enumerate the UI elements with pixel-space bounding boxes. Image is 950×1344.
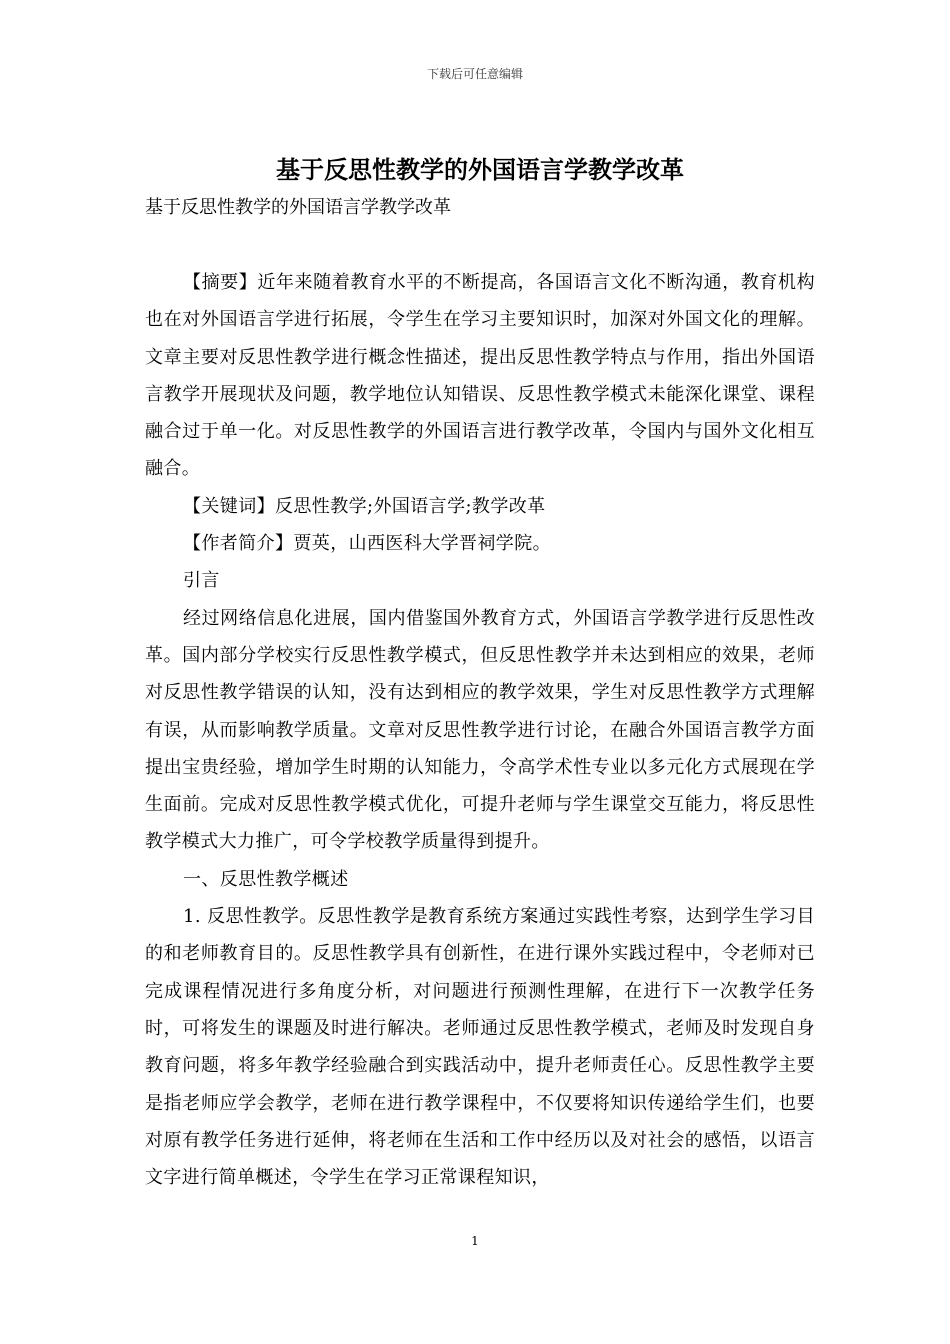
page-header: 下载后可任意编辑 <box>426 67 523 81</box>
keywords-paragraph: 【关键词】反思性教学;外国语言学;教学改革 <box>183 495 546 517</box>
document-subtitle: 基于反思性教学的外国语言学教学改革 <box>145 197 451 218</box>
overview-paragraph: 1. 反思性教学。反思性教学是教育系统方案通过实践性考察，达到学生学习目的和老师教育目的。反思性教学具有创新性，在进行课外实践过程中，令老师对已完成课程情况进行多角度分析，对问题进行预测性理解，在进行下一次教学任务时，可将发生的课题及时进行解决。老师通过反思性教学模式，老师及时发现自身教育问题，将多年教学经验融合到实践活动中，提升老师责任心。反思性教学主要是指老师应学会教学，老师在进行教学课程中，不仅要将知识传递给学生们，也要对原有教学任务进行延伸，将老师在生活和工作中经历以及对社会的感悟，以语言文字进行简单概述，令学生在学习正常课程知识， <box>145 906 815 1189</box>
author-paragraph: 【作者简介】贾英，山西医科大学晋祠学院。 <box>183 533 551 555</box>
document-title: 基于反思性教学的外国语言学教学改革 <box>276 155 684 184</box>
section-heading-overview: 一、反思性教学概述 <box>183 868 349 890</box>
section-heading-introduction: 引言 <box>183 570 220 592</box>
page-number: 1 <box>471 1234 479 1248</box>
abstract-paragraph: 【摘要】近年来随着教育水平的不断提高，各国语言文化不断沟通，教育机构也在对外国语言学进行拓展，令学生在学习主要知识时，加深对外国文化的理解。文章主要对反思性教学进行概念性描述，提出反思性教学特点与作用，指出外国语言教学开展现状及问题，教学地位认知错误、反思性教学模式未能深化课堂、课程融合过于单一化。对反思性教学的外国语言进行教学改革，令国内与国外文化相互融合。 <box>145 272 815 480</box>
document-body <box>145 150 815 1196</box>
introduction-paragraph: 经过网络信息化进展，国内借鉴国外教育方式，外国语言学教学进行反思性改革。国内部分学校实行反思性教学模式，但反思性教学并未达到相应的效果，老师对反思性教学错误的认知，没有达到相应的教学效果，学生对反思性教学方式理解有误，从而影响教学质量。文章对反思性教学进行讨论，在融合外国语言教学方面提出宝贵经验，增加学生时期的认知能力，令高学术性专业以多元化方式展现在学生面前。完成对反思性教学模式优化，可提升老师与学生课堂交互能力，将反思性教学模式大力推广，可令学校教学质量得到提升。 <box>145 607 815 853</box>
